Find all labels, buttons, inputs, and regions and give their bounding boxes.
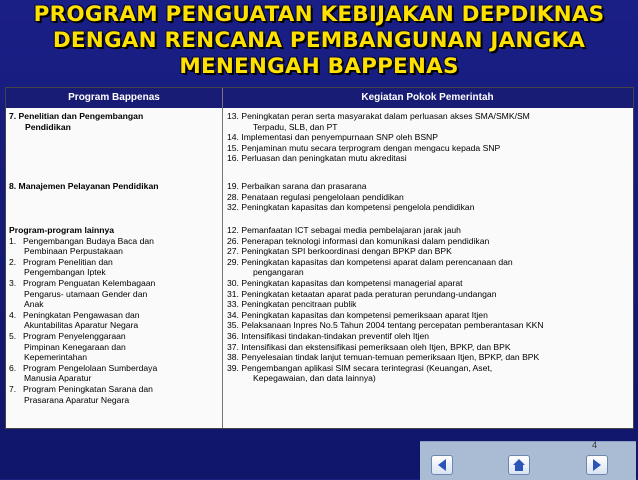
list-item: Anak [24, 299, 44, 310]
activity-item: 26. Penerapan teknologi informasi dan komunikasi dalam pendidikan [227, 235, 490, 246]
list-number: 1. [9, 235, 17, 246]
list-item: Program Peningkatan Sarana dan [23, 383, 153, 394]
list-number: 5. [9, 330, 17, 341]
header-program-bappenas: Program Bappenas [68, 92, 160, 103]
list-number: 7. [9, 383, 17, 394]
activity-item: 38. Penyelesaian tindak lanjut temuan-temuan pemeriksaan Itjen, BPKP, dan BPK [227, 352, 540, 363]
arrow-right-icon [590, 458, 604, 472]
activity-item: 12. Pemanfaatan ICT sebagai media pembelajaran jarak jauh [227, 225, 461, 235]
activity-item: 30. Peningkatan kapasitas dan kompetensi managerial aparat [227, 277, 463, 288]
row3-right [227, 225, 629, 384]
slide-title [0, 2, 638, 80]
list-number: 4. [9, 309, 17, 320]
row1-item: 13. Peningkatan peran serta masyarakat dalam perluasan akses SMA/SMK/SM [227, 111, 530, 121]
list-item: Program Penyelenggaraan [23, 330, 126, 341]
row2-item: 32. Peningkatan kapasitas dan kompetensi pengelola pendidikan [227, 202, 475, 213]
row1-item: 16. Perluasan dan peningkatan mutu akreditasi [227, 153, 407, 164]
list-item: Pengarus- utamaan Gender dan [24, 288, 148, 299]
activity-item: 35. Pelaksanaan Inpres No.5 Tahun 2004 tentang percepatan pemberantasan KKN [227, 320, 544, 331]
row2-item: 28. Penataan regulasi pengelolaan pendidikan [227, 191, 404, 202]
activity-item: pengangaran [253, 267, 304, 278]
list-item: Program Penguatan Kelembagaan [23, 277, 156, 288]
home-button[interactable] [508, 455, 530, 475]
table-header [6, 88, 633, 108]
home-icon [512, 458, 526, 472]
row1-right [227, 111, 629, 164]
list-item: Program Pengelolaan Sumberdaya [23, 362, 158, 373]
column-divider [222, 88, 223, 428]
row1-left [9, 111, 219, 132]
activity-item: 39. Pengembangan aplikasi SIM secara terintegrasi (Keuangan, Aset, [227, 362, 493, 373]
row3-title: Program-program lainnya [9, 225, 115, 235]
list-item: Pimpinan Kenegaraan dan [24, 341, 126, 352]
list-item: Pengembangan Budaya Baca dan [23, 235, 154, 246]
title-line-2: DENGAN RENCANA PEMBANGUNAN JANGKA [52, 28, 586, 53]
program-table [5, 87, 634, 429]
activity-item: 34. Peningkatan kapasitas dan kompetensi pemeriksaan aparat Itjen [227, 309, 488, 320]
list-item: Pembinaan Perpustakaan [24, 246, 123, 257]
next-slide-button[interactable] [586, 455, 608, 475]
activity-item: 37. Intensifikasi dan ekstensifikasi pemeriksaan oleh Itjen, BPKP, dan BPK [227, 341, 511, 352]
arrow-left-icon [435, 458, 449, 472]
activity-item: 29. Peningkatan kapasitas dan kompetensi aparat dalam perencanaan dan [227, 256, 513, 267]
header-kegiatan-pokok: Kegiatan Pokok Pemerintah [361, 92, 494, 103]
list-item: Pengembangan Iptek [24, 267, 106, 278]
activity-item: 27. Peningkatan SPI berkoordinasi dengan BPKP dan BPK [227, 246, 452, 257]
list-item: Prasarana Aparatur Negara [24, 394, 130, 405]
activity-item: 36. Intensifikasi tindakan-tindakan preventif oleh Itjen [227, 330, 430, 341]
list-item: Akuntabilitas Aparatur Negara [24, 320, 139, 331]
list-number: 3. [9, 277, 17, 288]
activity-item: Kepegawaian, dan data lainnya) [253, 373, 376, 384]
row2-program: 8. Manajemen Pelayanan Pendidikan [9, 181, 159, 191]
title-line-3: MENENGAH BAPPENAS [179, 54, 459, 79]
list-item: Kepemerintahan [24, 352, 88, 363]
page-number: 4 [592, 440, 598, 450]
activity-item: 33. Peningkatan pencitraan publik [227, 299, 357, 310]
activity-item: 31. Peningkatan ketaatan aparat pada peraturan perundang-undangan [227, 288, 497, 299]
list-item: Program Penelitian dan [23, 256, 113, 267]
list-item: Peningkatan Pengawasan dan [23, 309, 140, 320]
row2-left [9, 181, 219, 192]
row1-item: Terpadu, SLB, dan PT [253, 121, 338, 132]
title-line-1: PROGRAM PENGUATAN KEBIJAKAN DEPDIKNAS [33, 2, 605, 27]
list-number: 6. [9, 362, 17, 373]
row3-left [9, 225, 219, 405]
row2-right [227, 181, 629, 213]
list-item: Manusia Aparatur [24, 373, 92, 384]
row1-item: 14. Implementasi dan penyempurnaan SNP oleh BSNP [227, 132, 438, 143]
row1-program: 7. Penelitian dan Pengembangan [9, 111, 144, 121]
list-number: 2. [9, 256, 17, 267]
row1-program-cont: Pendidikan [25, 121, 71, 132]
row1-item: 15. Penjaminan mutu secara terprogram dengan mengacu kepada SNP [227, 142, 501, 153]
prev-slide-button[interactable] [431, 455, 453, 475]
row2-item: 19. Perbaikan sarana dan prasarana [227, 181, 367, 191]
